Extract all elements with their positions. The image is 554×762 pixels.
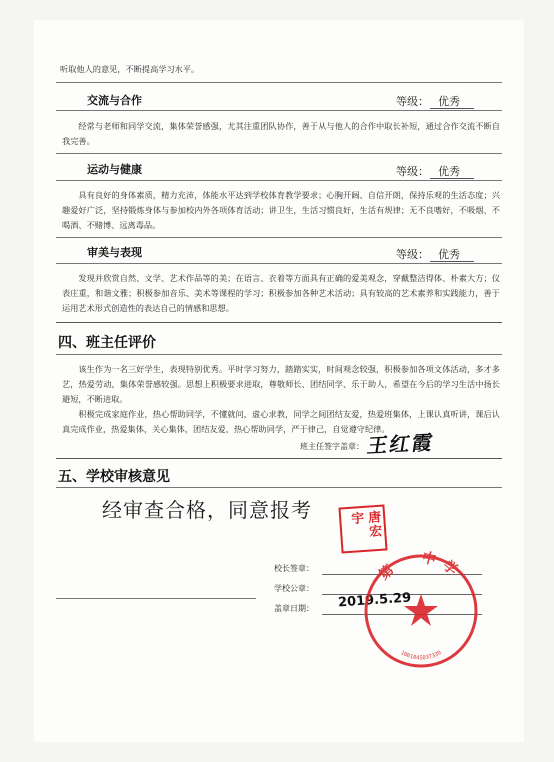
section-text-health: 具有良好的身体素质，精力充沛，体能水平达到学校体育教学要求；心胸开阔、自信开朗，保持乐观的生活态度；兴趣爱好广泛，坚持锻炼身体与参加校内外各项体育活动；讲卫生，生活习惯良好，生活有规律；无不良嗜好，不吸烟、不喝酒、不赌博、远离毒品。 [62,190,500,230]
section-text-communication: 经常与老师和同学交流，集体荣誉感强，尤其注重团队协作，善于从与他人的合作中取长补短，通过合作交流不断自我完善。 [62,121,500,146]
document-page [34,20,524,742]
grade-underline [430,178,474,179]
principal-sign-label: 校长签章： [274,564,314,573]
divider [56,153,502,154]
divider [56,110,502,111]
seal-star-icon [404,594,438,626]
school-review-heading: 五、学校审核意见 [58,469,170,485]
date-value: 2019.5.29 [337,590,412,611]
divider [56,263,502,264]
continuation-text: 听取他人的意见，不断提高学习水平。 [60,64,200,74]
divider [56,354,502,355]
teacher-evaluation-heading: 四、班主任评价 [58,335,156,351]
teacher-comment-2: 积极完成家庭作业，热心帮助同学，不懂就问，虚心求教，同学之间团结友爱，热爱班集体，上课认真听讲，课后认真完成作业，热爱集体，关心集体，团结友爱，热心帮助同学，严于律己，自觉遵守纪律。 [62,409,500,434]
divider [56,180,502,181]
grade-value: 优秀 [438,165,460,178]
grade-label: 等级： [396,95,429,108]
teacher-signature: 王红霞 [365,430,437,458]
school-seal [356,546,486,676]
section-text-aesthetics: 发现并欣赏自然、文学、艺术作品等的美；在语言、衣着等方面具有正确的爱美观念，穿戴整洁得体、朴素大方；仪表庄重，和谐文雅；积极参加音乐、美术等课程的学习；积极参加各种艺术活动；具有较高的艺术素养和实践能力，善于运用艺术形式创造性的表达自己的情感和思想。 [62,273,500,313]
grade-underline [430,261,474,262]
divider [56,487,502,488]
seal-name: 第一中学 [376,549,466,584]
divider [56,237,502,238]
divider [56,82,502,83]
grade-label: 等级： [396,165,429,178]
school-opinion: 经审查合格，同意报考 [102,498,312,522]
divider [56,458,502,459]
grade-value: 优秀 [438,248,460,261]
teacher-comment-1: 该生作为一名三好学生，表现特别优秀。平时学习努力，踏踏实实，时间观念较强，积极参加各项文体活动，多才多艺，热爱劳动，集体荣誉感较强。思想上积极要求进取，尊敬师长、团结同学、乐于助人，希望在今后的学习生活中扬长避短，不断进取。 [62,364,500,404]
grade-label: 等级： [396,248,429,261]
seal-number: 1001045037330 [399,650,443,662]
grade-value: 优秀 [438,95,460,108]
divider [56,598,256,599]
principal-stamp-text: 唐宏宇 [347,509,382,539]
divider [56,322,502,323]
date-label: 盖章日期： [274,604,314,613]
section-title-health: 运动与健康 [87,163,142,176]
section-title-aesthetics: 审美与表现 [87,246,142,259]
school-seal-label: 学校公章： [274,584,314,593]
grade-underline [430,108,474,109]
teacher-sign-label: 班主任签字盖章： [300,442,364,451]
section-title-communication: 交流与合作 [87,94,142,107]
